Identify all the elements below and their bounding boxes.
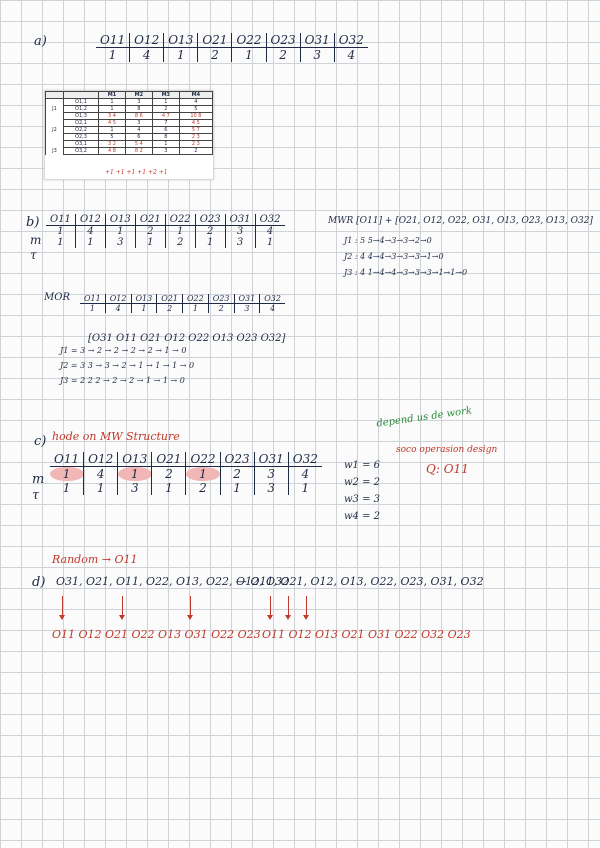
time-cell: 1 — [84, 481, 118, 495]
operation-cell: O21 — [135, 214, 165, 226]
time-cell: 1 — [288, 481, 322, 495]
note-line: J1 = 3 → 2 → 2 → 2 → 2 → 1 → 0 — [60, 346, 187, 355]
op-row — [80, 294, 285, 304]
operation-cell: O13 — [118, 452, 152, 467]
operation-cell: O23 — [195, 214, 225, 226]
machine-cell: 1 — [131, 304, 157, 314]
seq-right: — O11, O21, O12, O13, O22, O23, O31, O32 — [236, 575, 484, 588]
out-left: O11 O12 O21 O22 O13 O31 O22 O23 — [52, 628, 261, 641]
part-a-label: a) — [34, 34, 47, 49]
machine-cell: 1 — [165, 226, 195, 238]
m-row-label: m — [30, 233, 42, 247]
note-line: J2 : 4 4→4→3→3→3→1→0 — [344, 252, 444, 261]
photo-row — [46, 99, 213, 106]
machine-cell: 2 — [157, 304, 183, 314]
time-cell: 3 — [225, 237, 255, 248]
operation-cell: O31 — [300, 33, 334, 48]
mwr-title: MWR [O11] + [O21, O12, O22, O31, O13, O23, O13, O32] — [328, 216, 593, 226]
operation-cell: O13 — [164, 33, 198, 48]
arrow — [306, 596, 307, 616]
machine-cell: 1 — [108, 48, 117, 62]
operation-cell: O32 — [334, 33, 368, 48]
machine-cell: 1 — [186, 467, 220, 482]
m-row-label: m — [32, 472, 45, 487]
time-row — [46, 237, 285, 248]
time-cell: 4 8 — [98, 148, 125, 155]
operation-cell: O1,3 — [63, 113, 98, 120]
t-row-label: τ — [32, 488, 40, 503]
job-cell — [46, 134, 64, 141]
part-d-label: d) — [32, 575, 46, 590]
op-row — [50, 452, 322, 467]
operation-cell: O3,2 — [63, 148, 98, 155]
machine-cell: 1 — [89, 304, 95, 313]
t-row-label: τ — [30, 248, 37, 262]
machine-cell: 1 — [118, 467, 152, 482]
operation-cell: O31 — [225, 214, 255, 226]
time-cell: 1 — [98, 106, 125, 113]
time-cell: 1 — [62, 481, 71, 495]
photo-header-cell: M1 — [98, 92, 125, 99]
time-cell: 1 — [98, 127, 125, 134]
table-photo — [44, 90, 214, 180]
time-cell: 3 2 — [98, 141, 125, 148]
part-a-table — [96, 33, 368, 62]
time-cell: 6 — [125, 134, 152, 141]
operation-cell: O12 — [105, 294, 131, 304]
job-cell — [46, 99, 64, 106]
photo-row — [46, 113, 213, 120]
machine-cell: 4 — [288, 467, 322, 482]
machine-cell: 2 — [135, 226, 165, 238]
time-cell: 3 — [125, 120, 152, 127]
time-cell: 1 — [255, 237, 284, 248]
time-cell: 1 — [75, 237, 105, 248]
time-cell: 3 — [105, 237, 135, 248]
operation-cell: O32 — [260, 294, 285, 304]
machine-cell: 1 — [57, 226, 64, 237]
photo-row — [46, 141, 213, 148]
job-cell — [46, 113, 64, 120]
operation-cell: O21 — [198, 33, 232, 48]
time-cell: 1 — [57, 237, 64, 248]
operation-cell: O12 — [75, 214, 105, 226]
machine-cell: 1 — [50, 467, 84, 482]
time-cell: 1 — [135, 237, 165, 248]
pick-note: Q: O11 — [426, 462, 469, 476]
time-cell: 4 — [179, 99, 212, 106]
time-cell: 4 5 — [98, 120, 125, 127]
machine-cell: 1 — [164, 48, 198, 63]
machine-row — [80, 304, 285, 314]
time-cell: 2 — [165, 237, 195, 248]
photo-row — [46, 148, 213, 155]
time-cell: 7 — [152, 120, 179, 127]
time-cell: 5 — [179, 106, 212, 113]
photo-header-cell: M4 — [179, 92, 212, 99]
operation-cell: O22 — [183, 294, 209, 304]
operation-cell: O32 — [255, 214, 284, 226]
time-cell: 2 3 — [179, 141, 212, 148]
note-line: w1 = 6 — [344, 460, 381, 471]
photo-row — [46, 106, 213, 113]
arrow — [288, 596, 289, 616]
time-cell: 1 — [220, 481, 254, 495]
mor-table — [80, 294, 285, 313]
op-row — [46, 214, 285, 226]
time-cell: 3 — [125, 99, 152, 106]
machine-cell: 1 — [232, 48, 266, 63]
machine-cell: 3 — [300, 48, 334, 63]
out-right: O11 O12 O13 O21 O31 O22 O32 O23 — [262, 628, 471, 641]
operation-cell: O31 — [254, 452, 288, 467]
time-cell: 5 — [98, 134, 125, 141]
machine-row — [50, 467, 322, 482]
arrow — [270, 596, 271, 616]
time-cell: 3 4 — [98, 113, 125, 120]
random-note: Random → O11 — [52, 553, 138, 566]
machine-cell: 4 — [130, 48, 164, 63]
time-row — [50, 481, 322, 495]
operation-cell: O23 — [266, 33, 300, 48]
time-cell: 2 — [152, 106, 179, 113]
note-line: J3 = 2 2 2 → 2 → 2 → 1 → 1 → 0 — [60, 376, 185, 385]
arrow — [62, 596, 63, 616]
job-cell: J1 — [46, 106, 64, 113]
job-cell: J3 — [46, 148, 64, 155]
arrow — [190, 596, 191, 616]
time-cell: 8 — [152, 134, 179, 141]
note-line: J3 : 4 1→4→4→3→3→3→1→1→0 — [344, 268, 468, 277]
operation-cell: O12 — [130, 33, 164, 48]
photo-header-cell — [46, 92, 64, 99]
job-cell: J2 — [46, 127, 64, 134]
machine-row — [96, 48, 368, 63]
time-cell: 1 — [152, 99, 179, 106]
part-c-title: hode on MW Structure — [52, 430, 180, 443]
operation-cell: O22 — [165, 214, 195, 226]
machine-cell: 4 — [260, 304, 285, 314]
machine-cell: 3 — [254, 467, 288, 482]
time-cell: 1 — [98, 99, 125, 106]
note-line: w3 = 3 — [344, 494, 381, 505]
time-cell: 4 7 — [152, 113, 179, 120]
photo-row — [46, 127, 213, 134]
machine-cell: 4 — [255, 226, 284, 238]
photo-footer: +1 +1 +1 +1 +2 +1 — [105, 169, 168, 176]
operation-cell: O22 — [186, 452, 220, 467]
part-c-table — [50, 452, 322, 495]
machine-cell: 1 — [183, 304, 209, 314]
machine-cell: 2 — [198, 48, 232, 63]
time-cell: 5 7 — [179, 127, 212, 134]
time-cell: 8 2 — [125, 148, 152, 155]
time-cell: 3 — [118, 481, 152, 495]
machine-cell: 2 — [220, 467, 254, 482]
machine-cell: 2 — [266, 48, 300, 63]
operation-cell: O11 — [46, 214, 75, 226]
operation-cell: O32 — [288, 452, 322, 467]
operation-cell: O2,3 — [63, 134, 98, 141]
operation-cell: O11 — [96, 33, 130, 48]
job-cell — [46, 120, 64, 127]
machine-cell: 4 — [75, 226, 105, 238]
time-cell: 8 6 — [125, 113, 152, 120]
time-cell: 4 — [125, 127, 152, 134]
time-cell: 1 — [195, 237, 225, 248]
time-cell: 4 5 — [179, 120, 212, 127]
operation-cell: O22 — [232, 33, 266, 48]
photo-table — [45, 91, 213, 155]
part-b-label: b) — [26, 215, 40, 230]
note-line: w2 = 2 — [344, 477, 381, 488]
seq-left: O31, O21, O11, O22, O13, O22, O12, O32 — [56, 575, 290, 588]
operation-cell: O31 — [234, 294, 260, 304]
op-row — [96, 33, 368, 48]
operation-cell: O23 — [208, 294, 234, 304]
operation-cell: O2,2 — [63, 127, 98, 134]
note-line: w4 = 2 — [344, 511, 381, 522]
mor-list: [O31 O11 O21 O12 O22 O13 O23 O32] — [88, 333, 286, 344]
machine-cell: 2 — [152, 467, 186, 482]
machine-cell: 1 — [105, 226, 135, 238]
mor-label: MOR — [44, 292, 70, 303]
arrow — [122, 596, 123, 616]
time-cell: 8 — [125, 106, 152, 113]
machine-cell: 4 — [84, 467, 118, 482]
time-cell: 2 3 — [179, 134, 212, 141]
machine-cell: 2 — [208, 304, 234, 314]
green-note: depend us de work — [375, 405, 473, 430]
photo-header-cell — [63, 92, 98, 99]
note-line: J2 = 3 3 → 3 → 2 → 1 → 1 → 1 → 0 — [60, 361, 195, 370]
part-b-table — [46, 214, 285, 248]
time-cell: 10 8 — [179, 113, 212, 120]
operation-cell: O11 — [80, 294, 105, 304]
machine-cell: 4 — [334, 48, 368, 63]
operation-cell: O23 — [220, 452, 254, 467]
job-cell — [46, 141, 64, 148]
part-c-label: c) — [34, 434, 47, 449]
operation-cell: O2,1 — [63, 120, 98, 127]
time-cell: 1 — [152, 481, 186, 495]
operation-cell: O13 — [131, 294, 157, 304]
machine-cell: 4 — [105, 304, 131, 314]
time-cell: 2 — [186, 481, 220, 495]
time-cell: 6 — [152, 127, 179, 134]
machine-row — [46, 226, 285, 238]
photo-header-cell: M2 — [125, 92, 152, 99]
photo-row — [46, 120, 213, 127]
machine-cell: 3 — [234, 304, 260, 314]
red-note: soco operasion design — [396, 445, 498, 455]
time-cell: 3 — [152, 148, 179, 155]
operation-cell: O21 — [157, 294, 183, 304]
operation-cell: O21 — [152, 452, 186, 467]
machine-cell: 3 — [225, 226, 255, 238]
photo-header-cell: M3 — [152, 92, 179, 99]
operation-cell: O1,2 — [63, 106, 98, 113]
operation-cell: O11 — [50, 452, 84, 467]
time-cell: 2 — [179, 148, 212, 155]
operation-cell: O1,1 — [63, 99, 98, 106]
time-cell: 3 — [254, 481, 288, 495]
note-line: J1 : 5 5→4→3→3→2→0 — [344, 236, 432, 245]
time-cell: 1 — [152, 141, 179, 148]
machine-cell: 2 — [195, 226, 225, 238]
operation-cell: O12 — [84, 452, 118, 467]
photo-row — [46, 134, 213, 141]
time-cell: 5 4 — [125, 141, 152, 148]
operation-cell: O3,1 — [63, 141, 98, 148]
photo-header-row — [46, 92, 213, 99]
operation-cell: O13 — [105, 214, 135, 226]
